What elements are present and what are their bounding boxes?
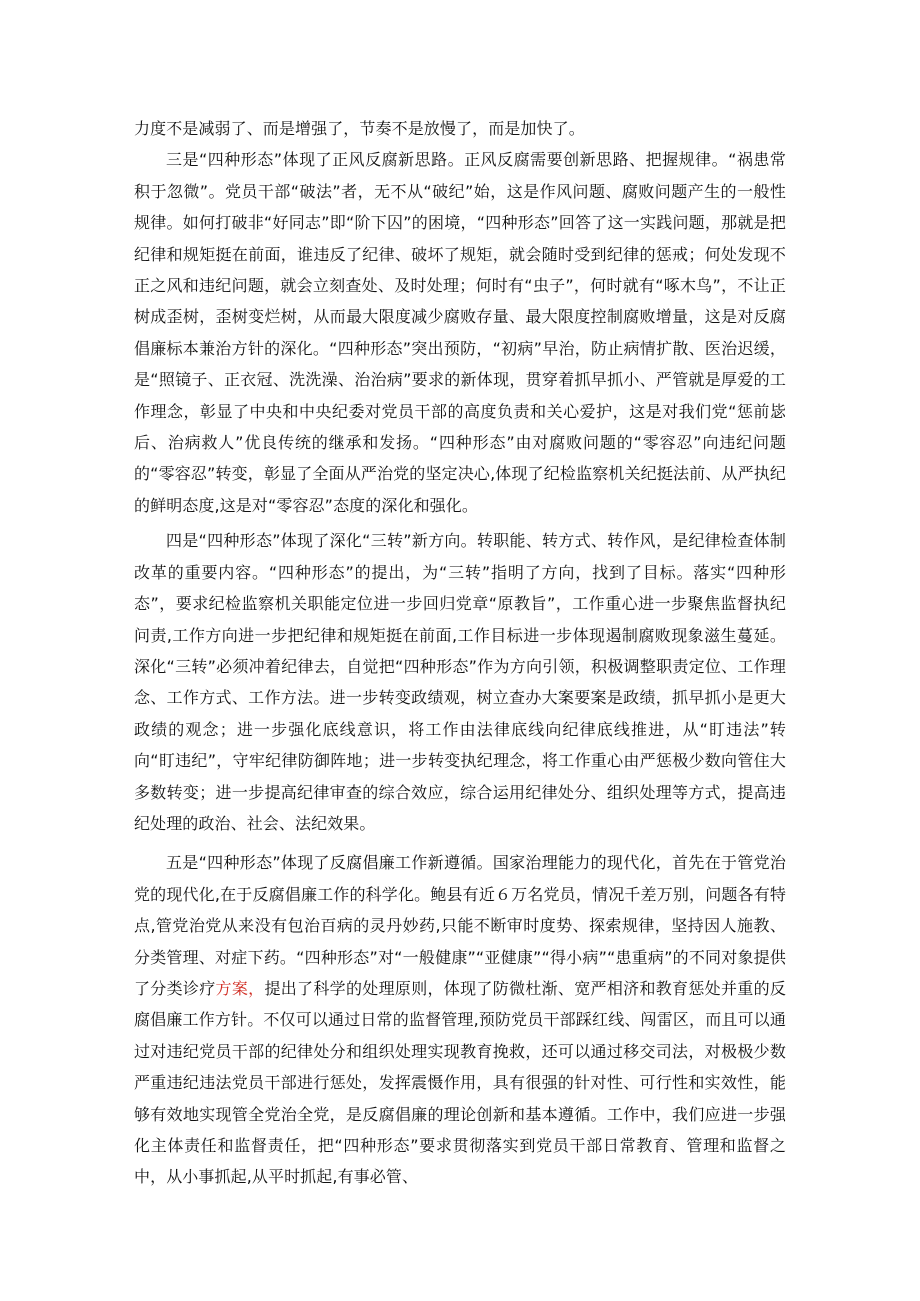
paragraph-point-three: 三是“四种形态”体现了正风反腐新思路。正风反腐需要创新思路、把握规律。“祸患常积于忽微”。党员干部“破法”者，无不从“破纪”始，这是作风问题、腐败问题产生的一般性规律。如何打破非“好同志”即“阶下囚”的困境，“四种形态”回答了这一实践问题，那就是把纪律和规矩挺在前面，谁违反了纪律、破坏了规矩，就会随时受到纪律的惩戒；何处发现不正之风和违纪问题，就会立刻查处、及时处理；何时有“虫子”，何时就有“啄木鸟”，不让正树成歪树，歪树变烂树，从而最大限度减少腐败存量、最大限度控制腐败增量，这是对反腐倡廉标本兼治方针的深化。“四种形态”突出预防，“初病”早治，防止病情扩散、医治迟缓，是“照镜子、正衣冠、洗洗澡、治治病”要求的新体现，贯穿着抓早抓小、严管就是厚爱的工作理念，彰显了中央和中央纪委对党员干部的高度负责和关心爱护，这是对我们党“惩前毖后、治病救人”优良传统的继承和发扬。“四种形态”由对腐败问题的“零容忍”向违纪问题的“零容忍”转变，彰显了全面从严治党的坚定决心,体现了纪检监察机关纪挺法前、从严执纪的鲜明态度,这是对“零容忍”态度的深化和强化。 [134, 150, 786, 515]
document-page [134, 113, 786, 1193]
paragraph-point-four: 四是“四种形态”体现了深化“三转”新方向。转职能、转方式、转作风，是纪律检查体制改革的重要内容。“四种形态”的提出，为“三转”指明了方向，找到了目标。落实“四种形态”，要求纪检监察机关职能定位进一步回归党章“原教旨”，工作重心进一步聚焦监督执纪问责,工作方向进一步把纪律和规矩挺在前面,工作目标进一步体现遏制腐败现象滋生蔓延。深化“三转”必须冲着纪律去，自觉把“四种形态”作为方向引领，积极调整职责定位、工作理念、工作方式、工作方法。进一步转变政绩观，树立查办大案要案是政绩，抓早抓小是更大政绩的观念；进一步强化底线意识，将工作由法律底线向纪律底线推进，从“盯违法”转向“盯违纪”，守牢纪律防御阵地；进一步转变执纪理念，将工作重心由严惩极少数向管住大多数转变；进一步提高纪律审查的综合效应，综合运用纪律处分、组织处理等方式，提高违纪处理的政治、社会、法纪效果。 [134, 531, 786, 833]
highlighted-link-text[interactable]: 方案， [215, 978, 265, 998]
paragraph-point-five-text-a: 五是“四种形态”体现了反腐倡廉工作新遵循。国家治理能力的现代化，首先在于管党治党的现代化,在于反腐倡廉工作的科学化。鲍县有近６万名党员，情况千差万别，问题各有特点,管党治党从来没有包治百病的灵丹妙药,只能不断审时度势、探索规律，坚持因人施教、分类管理、对症下药。“四种形态”对“一般健康”“亚健康”“得小病”“患重病”的不同对象提供了分类诊疗 [134, 853, 786, 998]
paragraph-point-five [134, 847, 786, 1192]
paragraph-point-five-text-b: 提出了科学的处理原则，体现了防微杜渐、宽严相济和教育惩处并重的反腐倡廉工作方针。不仅可以通过日常的监督管理,预防党员干部踩红线、闯雷区，而且可以通过对违纪党员干部的纪律处分和组织处理实现教育挽救，还可以通过移交司法，对极极少数严重违纪违法党员干部进行惩处，发挥震慑作用，具有很强的针对性、可行性和实效性，能够有效地实现管全党治全党，是反腐倡廉的理论创新和基本遵循。工作中，我们应进一步强化主体责任和监督责任，把“四种形态”要求贯彻落实到党员干部日常教育、管理和监督之中，从小事抓起,从平时抓起,有事必管、 [134, 978, 786, 1187]
paragraph-continuation: 力度不是减弱了、而是增强了，节奏不是放慢了，而是加快了。 [134, 119, 585, 138]
